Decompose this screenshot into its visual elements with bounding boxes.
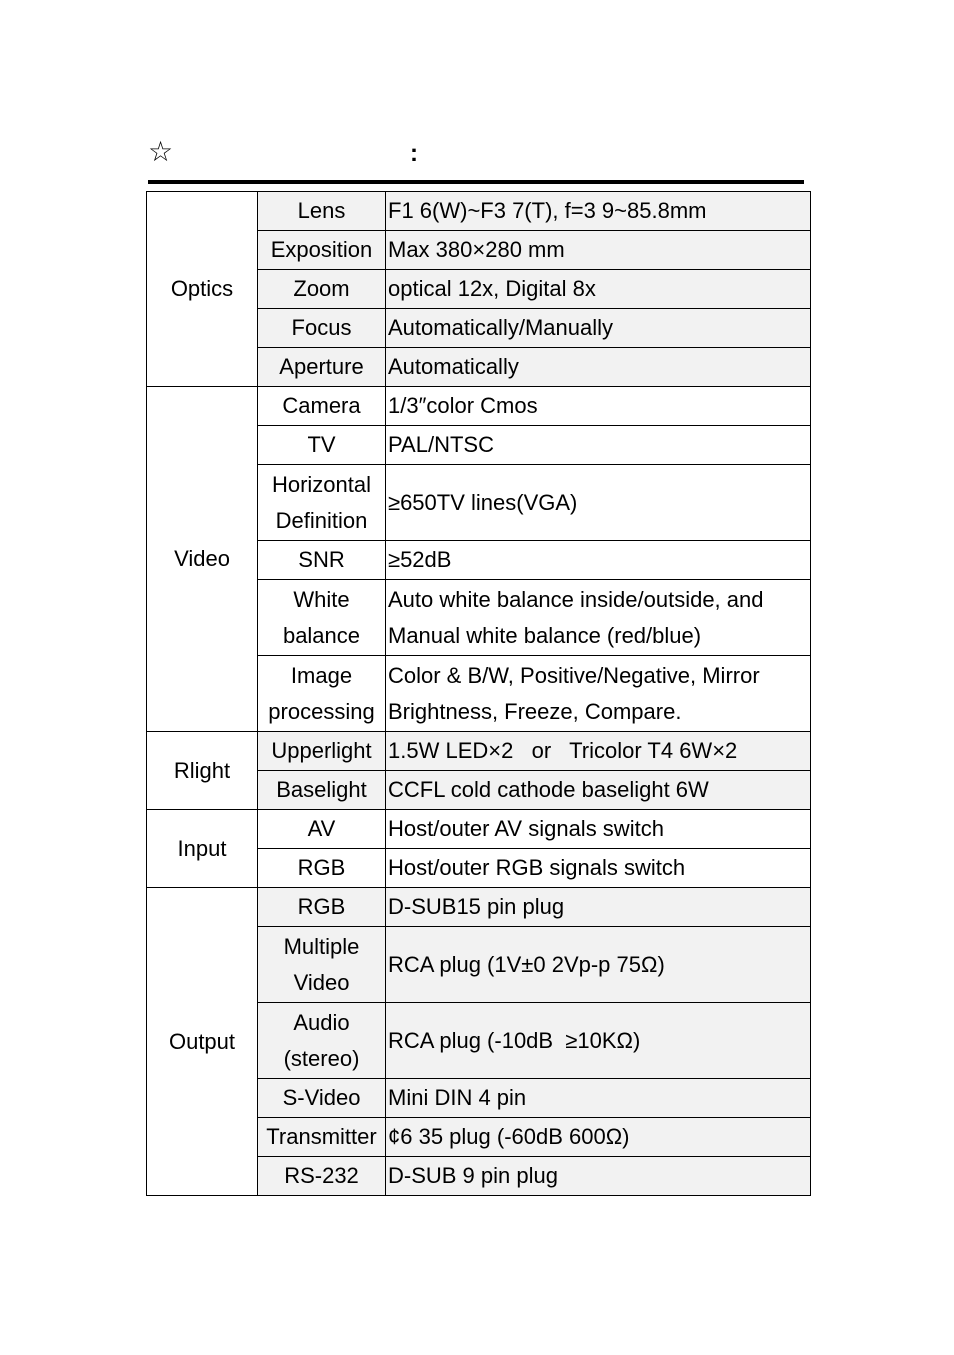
header-colon: : bbox=[410, 140, 418, 167]
value-audio: RCA plug (-10dB ≥10KΩ) bbox=[386, 1003, 811, 1079]
section-header bbox=[148, 136, 804, 186]
value-line: Auto white balance inside/outside, and bbox=[388, 586, 764, 612]
param-audio bbox=[258, 1003, 386, 1079]
param-white-balance bbox=[258, 580, 386, 656]
specification-table bbox=[146, 191, 811, 1196]
table-row bbox=[147, 732, 811, 771]
value-horizontal-definition: ≥650TV lines(VGA) bbox=[386, 465, 811, 541]
param-horizontal-definition bbox=[258, 465, 386, 541]
param-line: Video bbox=[293, 969, 350, 995]
group-output: Output bbox=[147, 888, 258, 1196]
table-row bbox=[147, 888, 811, 927]
param-rgb-input: RGB bbox=[258, 849, 386, 888]
param-line: White bbox=[293, 586, 350, 612]
param-line: (stereo) bbox=[283, 1045, 360, 1071]
value-multiple-video: RCA plug (1V±0 2Vp-p 75Ω) bbox=[386, 927, 811, 1003]
param-svideo: S-Video bbox=[258, 1079, 386, 1118]
value-lens: F1 6(W)~F3 7(T), f=3 9~85.8mm bbox=[386, 192, 811, 231]
table-row bbox=[147, 387, 811, 426]
param-zoom: Zoom bbox=[258, 270, 386, 309]
value-zoom: optical 12x, Digital 8x bbox=[386, 270, 811, 309]
value-aperture: Automatically bbox=[386, 348, 811, 387]
param-av: AV bbox=[258, 810, 386, 849]
param-image-processing bbox=[258, 656, 386, 732]
group-optics: Optics bbox=[147, 192, 258, 387]
param-transmitter: Transmitter bbox=[258, 1118, 386, 1157]
value-upperlight: 1.5W LED×2 or Tricolor T4 6W×2 bbox=[386, 732, 811, 771]
param-camera: Camera bbox=[258, 387, 386, 426]
param-aperture: Aperture bbox=[258, 348, 386, 387]
param-tv: TV bbox=[258, 426, 386, 465]
value-exposition: Max 380×280 mm bbox=[386, 231, 811, 270]
value-line: Brightness, Freeze, Compare. bbox=[388, 698, 682, 724]
param-exposition: Exposition bbox=[258, 231, 386, 270]
group-rlight: Rlight bbox=[147, 732, 258, 810]
value-line: Color & B/W, Positive/Negative, Mirror bbox=[388, 662, 760, 688]
value-av: Host/outer AV signals switch bbox=[386, 810, 811, 849]
value-camera: 1/3″color Cmos bbox=[386, 387, 811, 426]
value-snr: ≥52dB bbox=[386, 541, 811, 580]
param-line: Horizontal bbox=[271, 471, 372, 497]
param-line: Audio bbox=[293, 1009, 350, 1035]
value-rgb-output: D-SUB15 pin plug bbox=[386, 888, 811, 927]
value-line: Manual white balance (red/blue) bbox=[388, 622, 702, 648]
param-snr: SNR bbox=[258, 541, 386, 580]
value-white-balance bbox=[386, 580, 811, 656]
param-rgb-output: RGB bbox=[258, 888, 386, 927]
param-multiple-video bbox=[258, 927, 386, 1003]
group-input: Input bbox=[147, 810, 258, 888]
value-baselight: CCFL cold cathode baselight 6W bbox=[386, 771, 811, 810]
param-line: Multiple bbox=[283, 933, 360, 959]
param-line: Definition bbox=[275, 507, 368, 533]
star-icon: ☆ bbox=[148, 135, 174, 168]
param-line: processing bbox=[268, 698, 375, 724]
value-transmitter: ¢6 35 plug (-60dB 600Ω) bbox=[386, 1118, 811, 1157]
value-focus: Automatically/Manually bbox=[386, 309, 811, 348]
value-image-processing bbox=[386, 656, 811, 732]
table-row bbox=[147, 192, 811, 231]
group-video: Video bbox=[147, 387, 258, 732]
param-line: balance bbox=[282, 622, 361, 648]
param-line: Image bbox=[290, 662, 353, 688]
param-focus: Focus bbox=[258, 309, 386, 348]
param-lens: Lens bbox=[258, 192, 386, 231]
value-rgb-input: Host/outer RGB signals switch bbox=[386, 849, 811, 888]
table-row bbox=[147, 810, 811, 849]
header-rule bbox=[148, 180, 804, 184]
value-tv: PAL/NTSC bbox=[386, 426, 811, 465]
value-svideo: Mini DIN 4 pin bbox=[386, 1079, 811, 1118]
value-rs232: D-SUB 9 pin plug bbox=[386, 1157, 811, 1196]
param-upperlight: Upperlight bbox=[258, 732, 386, 771]
param-baselight: Baselight bbox=[258, 771, 386, 810]
param-rs232: RS-232 bbox=[258, 1157, 386, 1196]
